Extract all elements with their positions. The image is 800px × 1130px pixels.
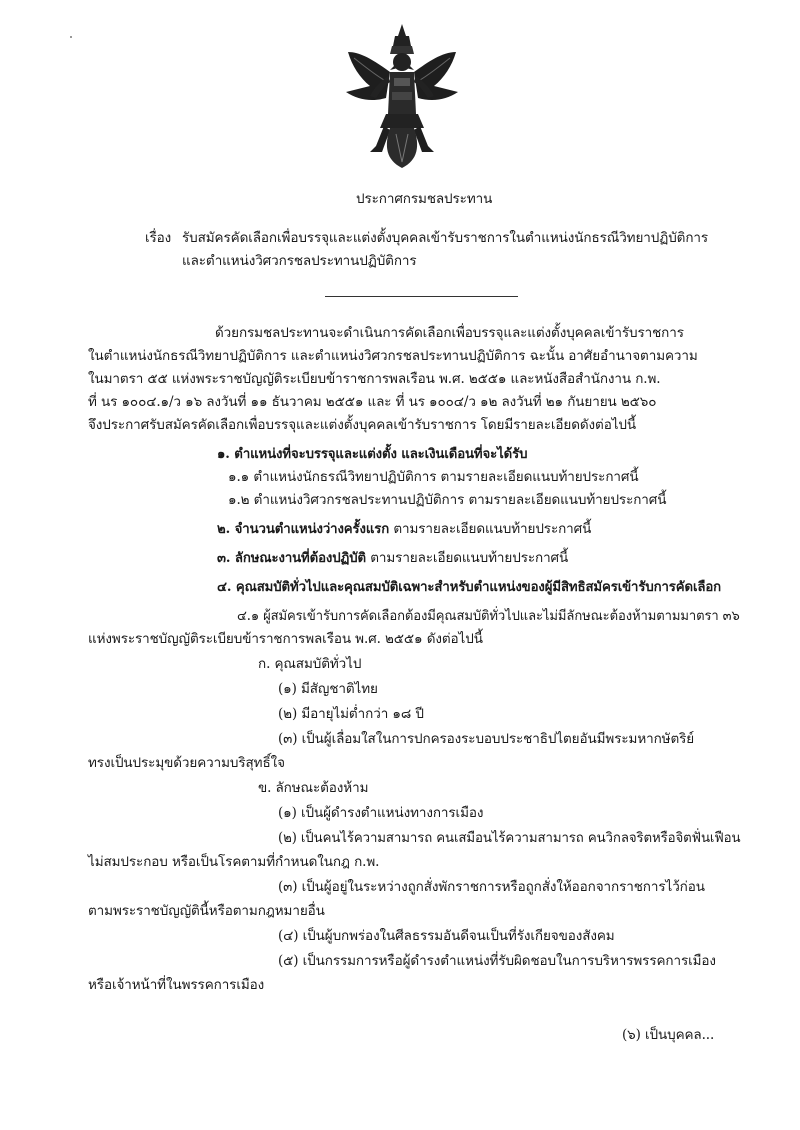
subject-label: เรื่อง (145, 230, 172, 246)
prohibitions-heading: ข. ลักษณะต้องห้าม (258, 780, 369, 796)
prohibition-item: ไม่สมประกอบ หรือเป็นโรคตามที่กำหนดในกฎ ก.พ. (88, 854, 380, 870)
prohibition-item: (๑) เป็นผู้ดำรงตำแหน่งทางการเมือง (278, 805, 484, 821)
scan-speck (70, 36, 72, 38)
intro-line: ที่ นร ๑๐๐๔.๑/ว ๑๖ ลงวันที่ ๑๑ ธันวาคม ๒๕๕๑ และ ที่ นร ๑๐๐๔/ว ๑๒ ลงวันที่ ๒๑ กันยายน ๒๕๖๐ (88, 394, 657, 410)
prohibition-item: (๔) เป็นผู้บกพร่องในศีลธรรมอันดีจนเป็นที่รังเกียจของสังคม (278, 928, 615, 944)
prohibition-item: ตามพระราชบัญญัตินี้หรือตามกฎหมายอื่น (88, 903, 325, 919)
intro-line: ด้วยกรมชลประทานจะดำเนินการคัดเลือกเพื่อบรรจุและแต่งตั้งบุคคลเข้ารับราชการ (215, 325, 684, 341)
garuda-emblem-icon (340, 22, 464, 172)
section-3-text: ตามรายละเอียดแนบท้ายประกาศนี้ (370, 550, 569, 566)
section-1-heading: ๑. ตำแหน่งที่จะบรรจุและแต่งตั้ง และเงินเดือนที่จะได้รับ (217, 447, 528, 462)
section-1-item: ๑.๒ ตำแหน่งวิศวกรชลประทานปฏิบัติการ ตามรายละเอียดแนบท้ายประกาศนี้ (228, 492, 667, 508)
section-4-1-line: ๔.๑ ผู้สมัครเข้ารับการคัดเลือกต้องมีคุณสมบัติทั่วไปและไม่มีลักษณะต้องห้ามตามมาตรา ๓๖ (237, 608, 740, 624)
section-4-heading: ๔. คุณสมบัติทั่วไปและคุณสมบัติเฉพาะสำหรับตำแหน่งของผู้มีสิทธิสมัครเข้ารับการคัดเลือก (217, 580, 722, 595)
qualification-item: (๒) มีอายุไม่ต่ำกว่า ๑๘ ปี (278, 706, 424, 722)
prohibition-item: (๒) เป็นคนไร้ความสามารถ คนเสมือนไร้ความสามารถ คนวิกลจริตหรือจิตฟั่นเฟือน (278, 830, 741, 846)
section-2-text: ตามรายละเอียดแนบท้ายประกาศนี้ (393, 521, 592, 537)
issuer-title: ประกาศกรมชลประทาน (356, 191, 493, 207)
divider (325, 296, 518, 297)
qualification-item: (๓) เป็นผู้เลื่อมใสในการปกครองระบอบประชาธิปไตยอันมีพระมหากษัตริย์ (278, 731, 695, 747)
prohibition-item: (๓) เป็นผู้อยู่ในระหว่างถูกสั่งพักราชการหรือถูกสั่งให้ออกจากราชการไว้ก่อน (278, 879, 705, 895)
section-1-item: ๑.๑ ตำแหน่งนักธรณีวิทยาปฏิบัติการ ตามรายละเอียดแนบท้ายประกาศนี้ (228, 469, 639, 485)
section-2-heading: ๒. จำนวนตำแหน่งว่างครั้งแรก (217, 522, 390, 537)
section-2 (217, 521, 591, 538)
subject-line: และตำแหน่งวิศวกรชลประทานปฏิบัติการ (182, 253, 417, 269)
qualification-item: ทรงเป็นประมุขด้วยความบริสุทธิ์ใจ (88, 755, 285, 771)
prohibition-item: (๕) เป็นกรรมการหรือผู้ดำรงตำแหน่งที่รับผิดชอบในการบริหารพรรคการเมือง (278, 953, 716, 969)
intro-line: ในมาตรา ๕๕ แห่งพระราชบัญญัติระเบียบข้าราชการพลเรือน พ.ศ. ๒๕๕๑ และหนังสือสำนักงาน ก.พ. (88, 371, 661, 387)
qualification-item: (๑) มีสัญชาติไทย (278, 681, 378, 697)
section-4-1-line: แห่งพระราชบัญญัติระเบียบข้าราชการพลเรือน พ.ศ. ๒๕๕๑ ดังต่อไปนี้ (88, 631, 483, 647)
intro-line: ในตำแหน่งนักธรณีวิทยาปฏิบัติการ และตำแหน่งวิศวกรชลประทานปฏิบัติการ ฉะนั้น อาศัยอำนาจตามความ (88, 348, 698, 364)
section-3 (217, 550, 568, 567)
general-qualifications-heading: ก. คุณสมบัติทั่วไป (258, 656, 362, 672)
page-continuation: (๖) เป็นบุคคล... (622, 1027, 715, 1043)
intro-line: จึงประกาศรับสมัครคัดเลือกเพื่อบรรจุและแต่งตั้งบุคคลเข้ารับราชการ โดยมีรายละเอียดดังต่อไปนี้ (88, 417, 637, 433)
section-3-heading: ๓. ลักษณะงานที่ต้องปฏิบัติ (217, 551, 367, 566)
subject-line: รับสมัครคัดเลือกเพื่อบรรจุและแต่งตั้งบุคคลเข้ารับราชการในตำแหน่งนักธรณีวิทยาปฏิบัติการ (182, 230, 709, 246)
prohibition-item: หรือเจ้าหน้าที่ในพรรคการเมือง (88, 977, 265, 993)
